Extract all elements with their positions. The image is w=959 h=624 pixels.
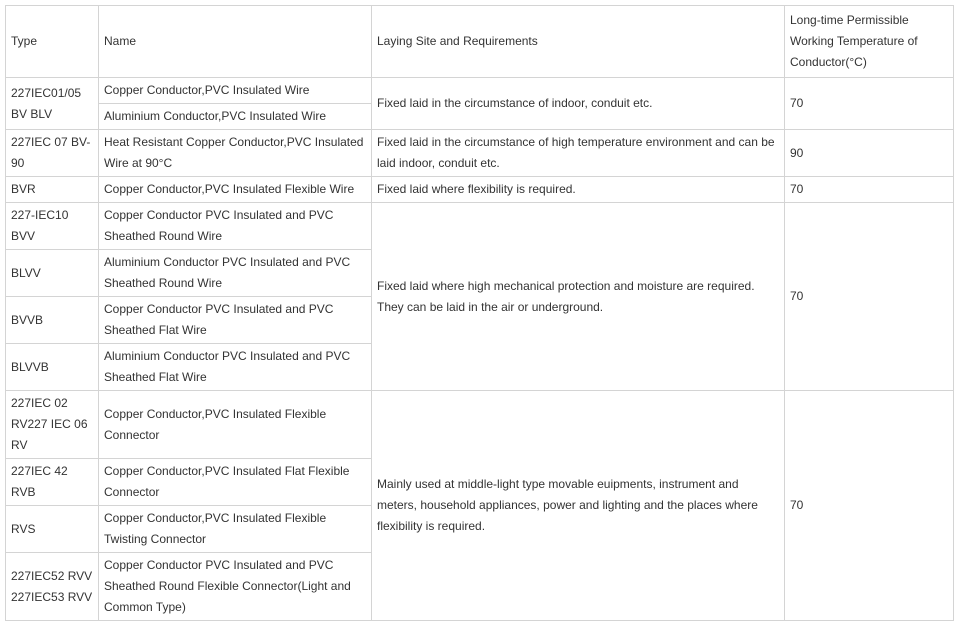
cell-type: 227IEC52 RVV 227IEC53 RVV (6, 553, 99, 621)
cell-laying: Fixed laid where high mechanical protection and moisture are required. They can be laid in the air or underground. (372, 203, 785, 391)
cell-laying: Fixed laid in the circumstance of high temperature environment and can be laid indoor, conduit etc. (372, 130, 785, 177)
cell-temp: 70 (785, 177, 954, 203)
table-row (6, 78, 954, 104)
cell-type: BVVB (6, 297, 99, 344)
cell-type: BLVV (6, 250, 99, 297)
cell-name: Aluminium Conductor,PVC Insulated Wire (99, 104, 372, 130)
cell-laying: Mainly used at middle-light type movable euipments, instrument and meters, household appliances, power and lighting and the places where flexibility is required. (372, 391, 785, 621)
cell-name: Copper Conductor,PVC Insulated Flexible Wire (99, 177, 372, 203)
cell-type: 227IEC 02 RV227 IEC 06 RV (6, 391, 99, 459)
cable-spec-table (5, 5, 954, 621)
cell-type: 227IEC 07 BV-90 (6, 130, 99, 177)
cell-type: RVS (6, 506, 99, 553)
cell-type: BLVVB (6, 344, 99, 391)
table-header-row (6, 6, 954, 78)
cell-name: Copper Conductor,PVC Insulated Flexible Twisting Connector (99, 506, 372, 553)
cell-name: Copper Conductor,PVC Insulated Flat Flexible Connector (99, 459, 372, 506)
cell-temp: 70 (785, 78, 954, 130)
cell-laying: Fixed laid in the circumstance of indoor, conduit etc. (372, 78, 785, 130)
cell-name: Aluminium Conductor PVC Insulated and PVC Sheathed Flat Wire (99, 344, 372, 391)
cell-type: 227-IEC10 BVV (6, 203, 99, 250)
header-type: Type (6, 6, 99, 78)
cell-name: Heat Resistant Copper Conductor,PVC Insulated Wire at 90°C (99, 130, 372, 177)
cell-temp: 70 (785, 203, 954, 391)
cell-name: Copper Conductor PVC Insulated and PVC Sheathed Flat Wire (99, 297, 372, 344)
table-row (6, 177, 954, 203)
cell-laying: Fixed laid where flexibility is required. (372, 177, 785, 203)
cell-temp: 70 (785, 391, 954, 621)
cell-name: Copper Conductor PVC Insulated and PVC Sheathed Round Flexible Connector(Light and Common Type) (99, 553, 372, 621)
cell-name: Copper Conductor PVC Insulated and PVC Sheathed Round Wire (99, 203, 372, 250)
cell-type: BVR (6, 177, 99, 203)
cell-type: 227IEC 42 RVB (6, 459, 99, 506)
cell-name: Copper Conductor,PVC Insulated Flexible Connector (99, 391, 372, 459)
table-row (6, 203, 954, 250)
header-laying: Laying Site and Requirements (372, 6, 785, 78)
table-row (6, 391, 954, 459)
header-temp: Long-time Permissible Working Temperature of Conductor(°C) (785, 6, 954, 78)
cell-type: 227IEC01/05 BV BLV (6, 78, 99, 130)
cell-temp: 90 (785, 130, 954, 177)
table-row (6, 130, 954, 177)
cell-name: Copper Conductor,PVC Insulated Wire (99, 78, 372, 104)
cell-name: Aluminium Conductor PVC Insulated and PVC Sheathed Round Wire (99, 250, 372, 297)
header-name: Name (99, 6, 372, 78)
